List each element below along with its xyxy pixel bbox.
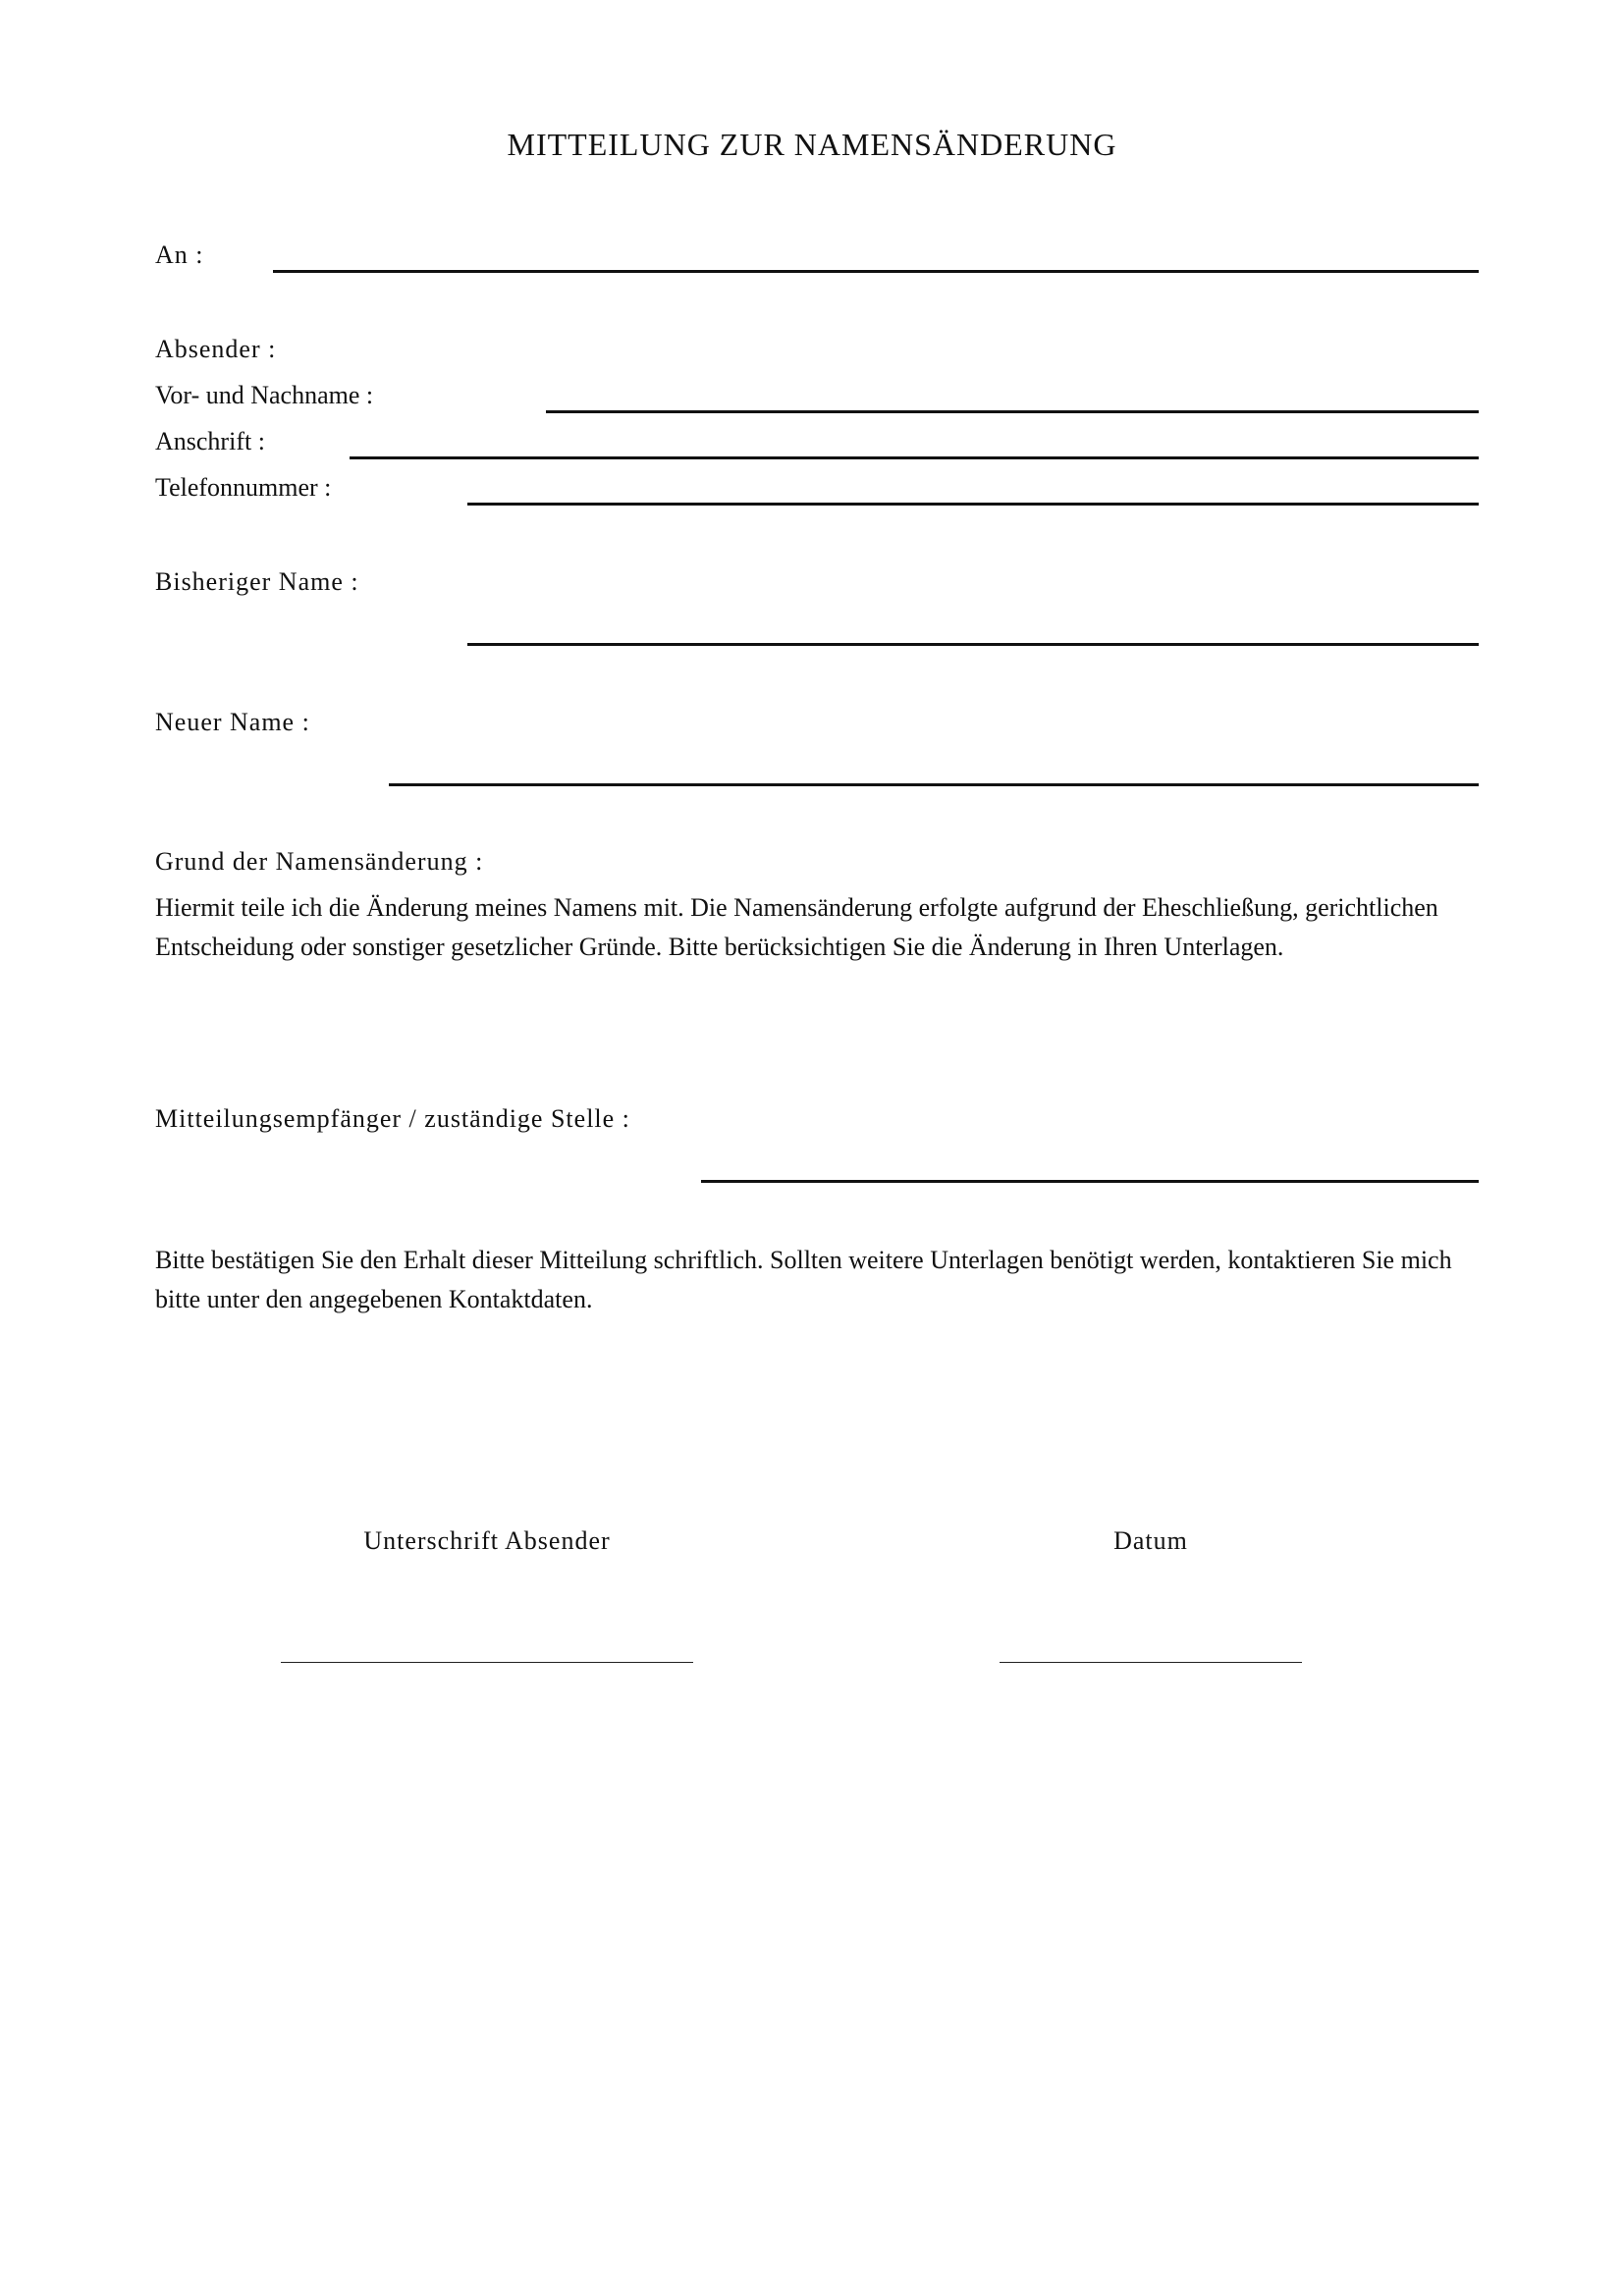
empfaenger-label: Mitteilungsempfänger / zuständige Stelle :: [155, 1104, 630, 1133]
bisheriger-name-input-line[interactable]: [467, 643, 1479, 646]
anschrift-input-line[interactable]: [350, 456, 1479, 459]
closing-text: Bitte bestätigen Sie den Erhalt dieser Mitteilung schriftlich. Sollten weitere Unterlagen benötigt werden, kontaktieren Sie mich bitte unter den angegebenen Kontaktdaten.: [155, 1246, 1452, 1313]
anschrift-label: Anschrift :: [155, 427, 265, 455]
absender-label: Absender :: [155, 335, 277, 363]
an-label: An :: [155, 240, 204, 269]
name-label: Vor- und Nachname :: [155, 381, 374, 409]
grund-label: Grund der Namensänderung :: [155, 847, 484, 876]
name-input-line[interactable]: [546, 410, 1479, 413]
an-input-line[interactable]: [273, 270, 1479, 273]
signature-sender-line[interactable]: [281, 1662, 693, 1663]
page-title: MITTEILUNG ZUR NAMENSÄNDERUNG: [507, 127, 1117, 162]
signature-sender-label: Unterschrift Absender: [363, 1526, 611, 1555]
neuer-name-label: Neuer Name :: [155, 708, 310, 736]
signature-date-label: Datum: [1113, 1526, 1188, 1555]
grund-text: Hiermit teile ich die Änderung meines Namens mit. Die Namensänderung erfolgte aufgrund der Eheschließung, gerichtlichen Entscheidung oder sonstiger gesetzlicher Gründe. Bitte berücksichtigen Sie die Änderung in Ihren Unterlagen.: [155, 893, 1438, 961]
telefon-label: Telefonnummer :: [155, 473, 332, 502]
empfaenger-input-line[interactable]: [701, 1180, 1479, 1183]
signature-date-line[interactable]: [1000, 1662, 1302, 1663]
telefon-input-line[interactable]: [467, 503, 1479, 506]
bisheriger-name-label: Bisheriger Name :: [155, 567, 359, 596]
neuer-name-input-line[interactable]: [389, 783, 1479, 786]
